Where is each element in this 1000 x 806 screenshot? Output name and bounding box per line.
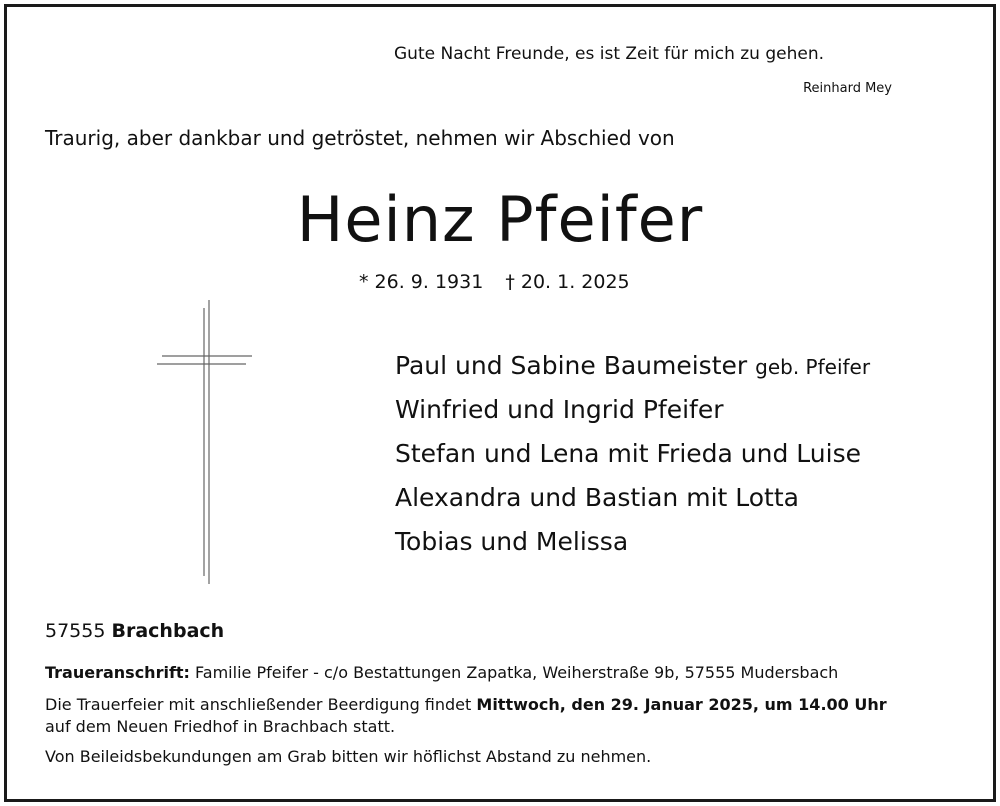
quote-author: Reinhard Mey [803,81,892,96]
maiden-name: geb. Pfeifer [755,355,871,379]
ceremony-line [45,694,975,716]
death-date: † 20. 1. 2025 [505,271,630,293]
condolence-note: Von Beileidsbekundungen am Grab bitten wir höflichst Abstand zu nehmen. [45,747,652,766]
deceased-name: Heinz Pfeifer [296,183,704,256]
mourner-line: Alexandra und Bastian mit Lotta [395,483,799,512]
ceremony-where: auf dem Neuen Friedhof in Brachbach statt. [45,717,396,736]
mourner-line: Paul und Sabine Baumeister geb. Pfeifer [395,351,871,380]
mourner-line: Tobias und Melissa [395,527,629,556]
latin-cross-icon [154,300,258,584]
mourner-line: Winfried und Ingrid Pfeifer [395,395,724,424]
intro-text: Traurig, aber dankbar und getröstet, nehmen wir Abschied von [45,126,675,150]
mourners-list [395,344,870,564]
ceremony-lead: Die Trauerfeier mit anschließender Beerdigung findet [45,695,472,714]
life-dates [359,271,652,293]
address-value: Familie Pfeifer - c/o Bestattungen Zapatka, Weiherstraße 9b, 57555 Mudersbach [195,663,839,682]
address-label: Traueranschrift: [45,663,190,682]
place-line [45,620,224,642]
mourner-line: Stefan und Lena mit Frieda und Luise [395,439,861,468]
ceremony-when: Mittwoch, den 29. Januar 2025, um 14.00 Uhr [476,695,887,714]
quote-text: Gute Nacht Freunde, es ist Zeit für mich zu gehen. [394,44,825,64]
notes-block [45,662,975,768]
birth-date: * 26. 9. 1931 [359,271,484,293]
postcode: 57555 [45,620,106,642]
address-line [45,662,975,684]
town: Brachbach [111,620,225,642]
